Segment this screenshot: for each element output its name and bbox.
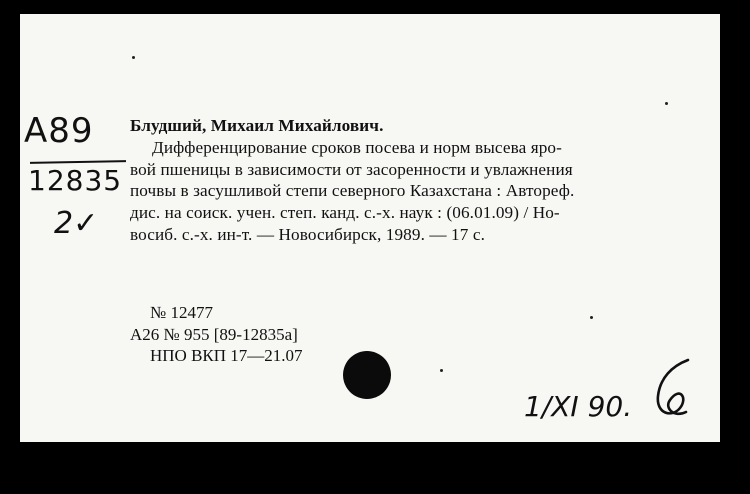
paper-speck bbox=[590, 316, 593, 319]
signature-scribble bbox=[632, 356, 702, 426]
ink-blot bbox=[343, 351, 391, 399]
bibliographic-entry bbox=[130, 115, 690, 246]
catalog-card bbox=[20, 14, 720, 442]
entry-line-3: почвы в засушливой степи северного Казахстана : Автореф. bbox=[130, 181, 575, 201]
catalog-info bbox=[130, 302, 303, 367]
entry-line-4: дис. на соиск. учен. степ. канд. с.-х. наук : (06.01.09) / Но- bbox=[130, 203, 560, 223]
handwritten-check-mark: 2✓ bbox=[54, 206, 99, 241]
paper-speck bbox=[132, 56, 135, 59]
author-name: Блудший, Михаил Михайлович. bbox=[130, 116, 384, 135]
entry-line-5: восиб. с.-х. ин-т. — Новосибирск, 1989. — 17 с. bbox=[130, 224, 485, 244]
handwritten-shelf-mark-top: A89 bbox=[24, 111, 94, 151]
paper-speck bbox=[440, 369, 443, 372]
handwritten-shelf-mark-bottom: 12835 bbox=[28, 164, 123, 197]
handwritten-date: 1/XI 90. bbox=[524, 390, 633, 423]
entry-line-2: вой пшеницы в зависимости от засоренности и увлажнения bbox=[130, 159, 573, 179]
npo-line: НПО ВКП 17—21.07 bbox=[150, 346, 303, 365]
catalog-number: № 12477 bbox=[150, 303, 213, 322]
catalog-code: А26 № 955 [89-12835а] bbox=[130, 324, 298, 344]
entry-line-1: Дифференцирование сроков посева и норм высева яро- bbox=[152, 137, 562, 157]
paper-speck bbox=[665, 102, 668, 105]
scan-border bbox=[0, 442, 750, 494]
